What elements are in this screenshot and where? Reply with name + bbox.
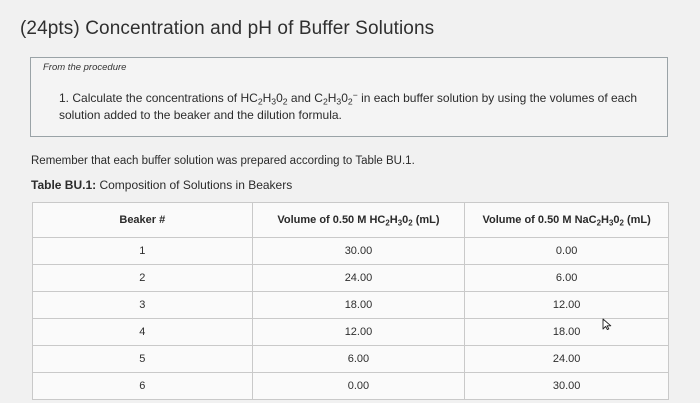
- beaker-cell: 6: [33, 373, 253, 400]
- mouse-pointer-icon: [602, 318, 612, 330]
- acid-volume-cell: 12.00: [252, 319, 465, 346]
- table-row: [33, 292, 669, 319]
- salt-volume-cell: 18.00: [465, 319, 669, 346]
- salt-volume-cell: 24.00: [465, 346, 669, 373]
- instruction-text: [59, 90, 644, 124]
- acid-volume-cell: 18.00: [252, 292, 465, 319]
- table-row: [33, 346, 669, 373]
- procedure-label: From the procedure: [43, 62, 127, 73]
- table-caption: [31, 178, 292, 192]
- beaker-cell: 2: [33, 265, 253, 292]
- column-header-salt-volume: Volume of 0.50 M $NaC_2H_30_2$ (mL): [465, 203, 669, 238]
- beaker-cell: 1: [33, 238, 253, 265]
- table-header-row: [33, 203, 669, 238]
- column-header-acid-volume: Volume of 0.50 M $HC_2H_30_2$ (mL): [252, 203, 465, 238]
- table-row: [33, 319, 669, 346]
- acid-volume-cell: 6.00: [252, 346, 465, 373]
- column-header-beaker: Beaker #: [33, 203, 253, 238]
- salt-volume-cell: 30.00: [465, 373, 669, 400]
- reminder-text: Remember that each buffer solution was prepared according to Table BU.1.: [31, 155, 415, 167]
- table-caption-text: Composition of Solutions in Beakers: [96, 178, 293, 192]
- buffer-composition-table: [32, 202, 669, 400]
- salt-volume-cell: 6.00: [465, 265, 669, 292]
- procedure-box: [30, 57, 668, 137]
- acid-volume-cell: 0.00: [252, 373, 465, 400]
- acid-volume-cell: 24.00: [252, 265, 465, 292]
- acid-volume-cell: 30.00: [252, 238, 465, 265]
- acetate-formula: $C_2H_30_2^-$: [314, 90, 358, 107]
- instruction-part3: in each buffer solution by using the volumes of each solution added to the beaker and the dilution formula.: [59, 91, 638, 122]
- table-row: [33, 238, 669, 265]
- salt-volume-cell: 0.00: [465, 238, 669, 265]
- table-row: [33, 373, 669, 400]
- instruction-part2: and: [287, 91, 315, 105]
- salt-volume-cell: 12.00: [465, 292, 669, 319]
- beaker-cell: 5: [33, 346, 253, 373]
- table-caption-label: Table BU.1:: [31, 178, 97, 192]
- beaker-cell: 4: [33, 319, 253, 346]
- page-title: (24pts) Concentration and pH of Buffer Solutions: [20, 18, 435, 39]
- acetic-acid-formula: $HC_2H_30_2$: [240, 91, 288, 107]
- instruction-part1: Calculate the concentrations of: [72, 91, 241, 105]
- table-row: [33, 265, 669, 292]
- item-number: 1.: [59, 91, 70, 105]
- beaker-cell: 3: [33, 292, 253, 319]
